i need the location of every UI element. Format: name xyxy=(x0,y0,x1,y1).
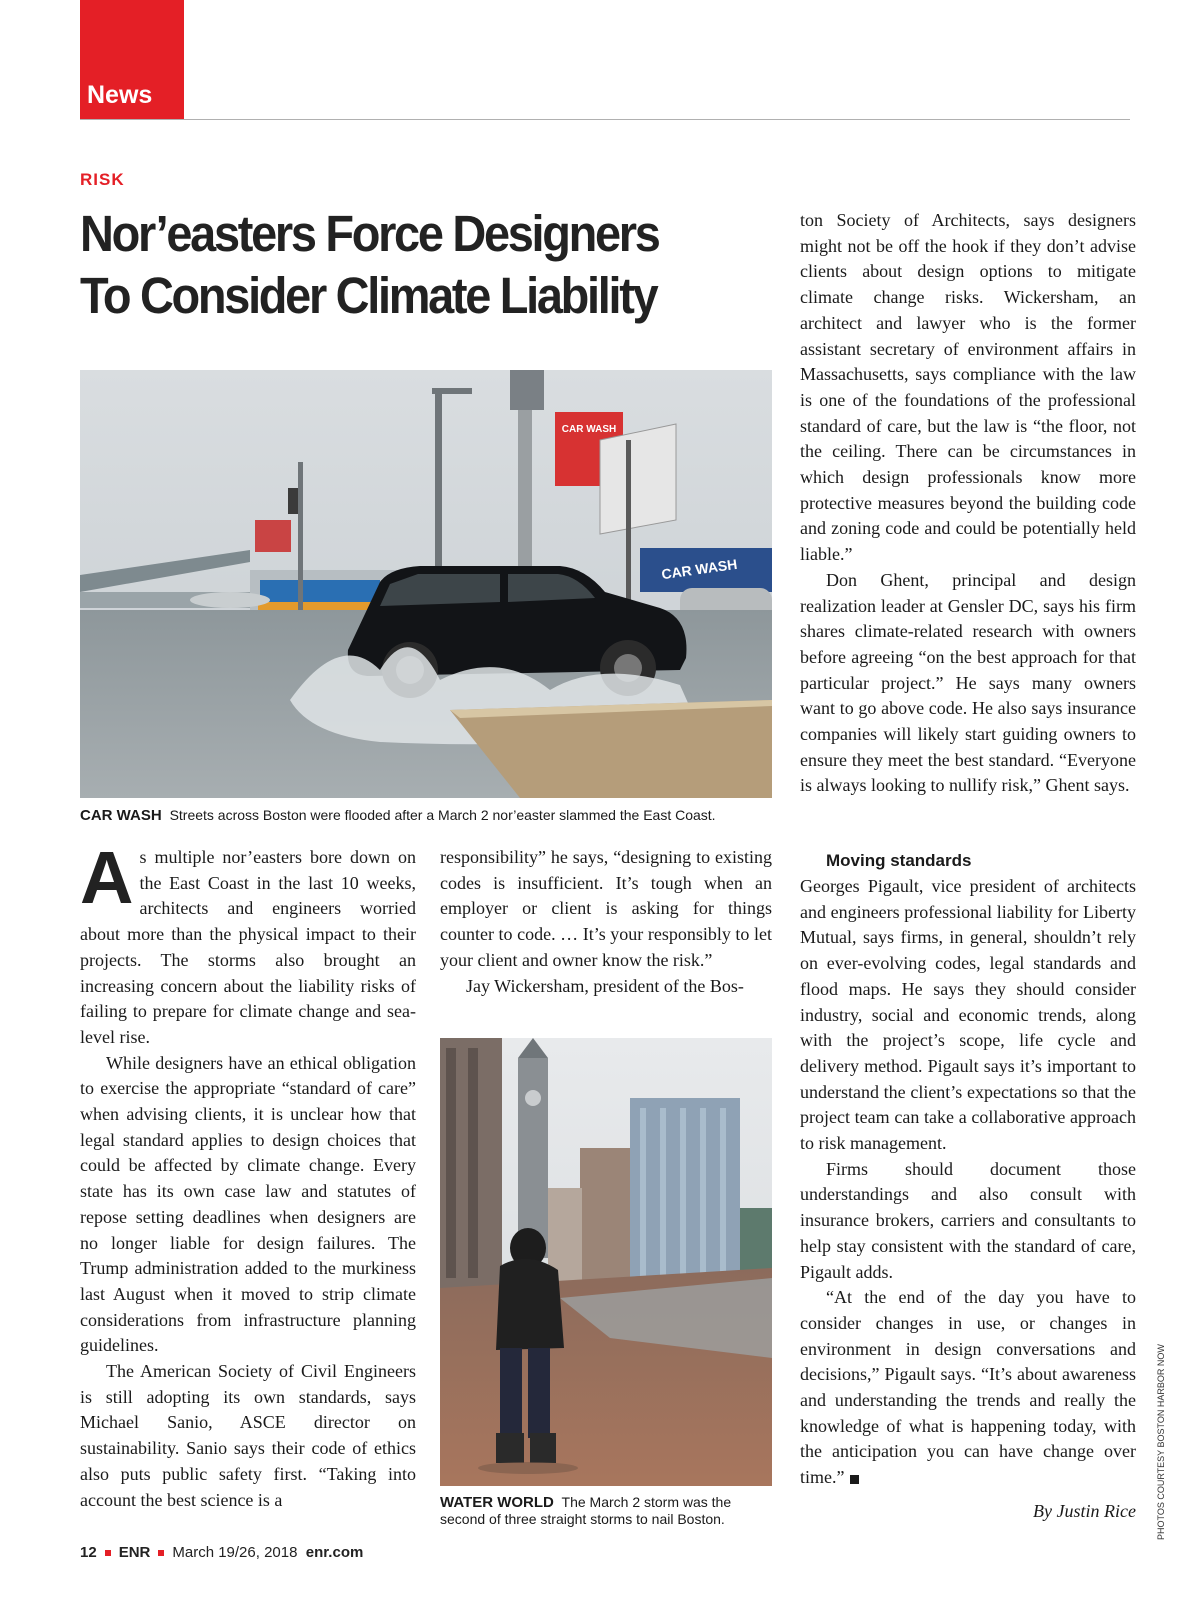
headline-line-1: Nor’easters Force Designers xyxy=(80,205,659,262)
headline xyxy=(80,203,687,327)
flooded-street-photo xyxy=(80,370,772,798)
photo1-caption xyxy=(80,807,780,824)
paragraph-text: “At the end of the day you have to consider changes in use, or changes in environment in design conversations and decisions,” Pigault says. “It’s about awareness and understanding the trends and really the knowledge of what is happening today, with the anticipation you can have change over time.” xyxy=(800,1287,1136,1488)
website: enr.com xyxy=(305,1544,364,1561)
photo1-caption-text: Streets across Boston were flooded after a March 2 nor’easter slammed the East Coast. xyxy=(169,807,716,823)
article-paragraph: Jay Wickersham, president of the Bos- xyxy=(466,975,744,996)
section-tab xyxy=(80,0,184,120)
article-column-1 xyxy=(80,836,416,1513)
photo2-caption-text: The March 2 storm was the second of three straight storms to nail Boston. xyxy=(440,1494,732,1527)
photo2-caption xyxy=(440,1494,772,1528)
issue-date: March 19/26, 2018 xyxy=(172,1544,298,1561)
separator-icon xyxy=(105,1550,111,1556)
section-tab-label: News xyxy=(87,81,153,109)
top-rule xyxy=(80,119,1130,120)
publication-name: ENR xyxy=(118,1544,151,1561)
flooded-downtown-photo xyxy=(440,1038,772,1486)
paragraph-text: s multiple nor’easters bore down on the East Coast in the last 10 weeks, architects and engineers worried about more than the physical impact to their projects. The storms also brought an increasing concern about the liability risks of failing to prepare for climate change and sea-level rise. xyxy=(80,847,416,1047)
photo1-caption-title: CAR WASH xyxy=(80,807,162,824)
article-paragraph xyxy=(800,1285,1136,1491)
article-column-3-continued xyxy=(800,848,1136,1525)
drop-cap: A xyxy=(80,836,134,919)
article-column-3 xyxy=(800,208,1136,799)
car-wash-banner-text: CAR WASH xyxy=(660,555,739,583)
article-paragraph: ton Society of Architects, says designers might not be off the hook if they don’t advise clients about design options to mitigate climate change risks. Wickersham, an architect and lawyer who is the former assistant secretary of environment affairs in Massachusetts, says compliance with the law is one of the foundations of the professional standard of care, but the law is “the floor, not the ceiling. There can be circumstances in which design professionals know more protective measures beyond the building code and zoning code and could be potentially held liable.” xyxy=(800,210,1136,565)
article-paragraph: responsibility” he says, “designing to existing codes is insufficient. It’s tough when an employer or client is asking for things counter to code. … It’s your responsibly to let your client and owner know the risk.” xyxy=(440,847,772,970)
article-paragraph: While designers have an ethical obligation to exercise the appropriate “standard of care” when advising clients, it is unclear how that legal standard applies to design choices that could be affected by climate change. Every state has its own case law and statutes of repose setting deadlines when designers are no longer liable for design failures. The Trump administration added to the murkiness last August when it moved to strip climate considerations from infrastructure planning guidelines. xyxy=(80,1052,416,1356)
subhead: Moving standards xyxy=(826,851,972,870)
photo2-caption-title: WATER WORLD xyxy=(440,1494,554,1511)
article-paragraph: The American Society of Civil Engineers is still adopting its own standards, says Michael Sanio, ASCE director on sustainability. Sanio says their code of ethics also puts public safety first. “Taking into account the best science is a xyxy=(80,1361,416,1510)
photo-credit: PHOTOS COURTESY BOSTON HARBOR NOW xyxy=(1156,1344,1166,1540)
kicker: RISK xyxy=(80,170,125,189)
page-number: 12 xyxy=(80,1544,97,1561)
article-paragraph: Don Ghent, principal and design realization leader at Gensler DC, says his firm shares climate-related research with owners before agreeing “on the best approach for that particular project.” He says many owners want to go above code. He also says insurance companies will likely start guiding owners to ensure they meet the best standard. “Everyone is always looking to nullify risk,” Ghent says. xyxy=(800,569,1136,796)
article-paragraph xyxy=(80,836,416,1051)
page-footer xyxy=(80,1544,363,1561)
separator-icon xyxy=(158,1550,164,1556)
car-wash-sign-text: CAR WASH xyxy=(561,424,617,435)
article-paragraph: Georges Pigault, vice president of architects and engineers professional liability for Liberty Mutual, says firms, in general, shouldn’t rely on ever-evolving codes, legal standards and flood maps. He says they should consider industry, social and economic trends, along with the project’s scope, life cycle and delivery method. Pigault says it’s important to understand the client’s expectations so that the project team can take a collaborative approach to risk management. xyxy=(800,876,1136,1154)
byline: By Justin Rice xyxy=(1033,1500,1136,1521)
end-mark-icon xyxy=(850,1475,859,1484)
article-paragraph: Firms should document those understandings and also consult with insurance brokers, carriers and consultants to help stay consistent with the standard of care, Pigault adds. xyxy=(800,1158,1136,1282)
headline-line-2: To Consider Climate Liability xyxy=(80,267,657,324)
article-column-2 xyxy=(440,845,772,999)
